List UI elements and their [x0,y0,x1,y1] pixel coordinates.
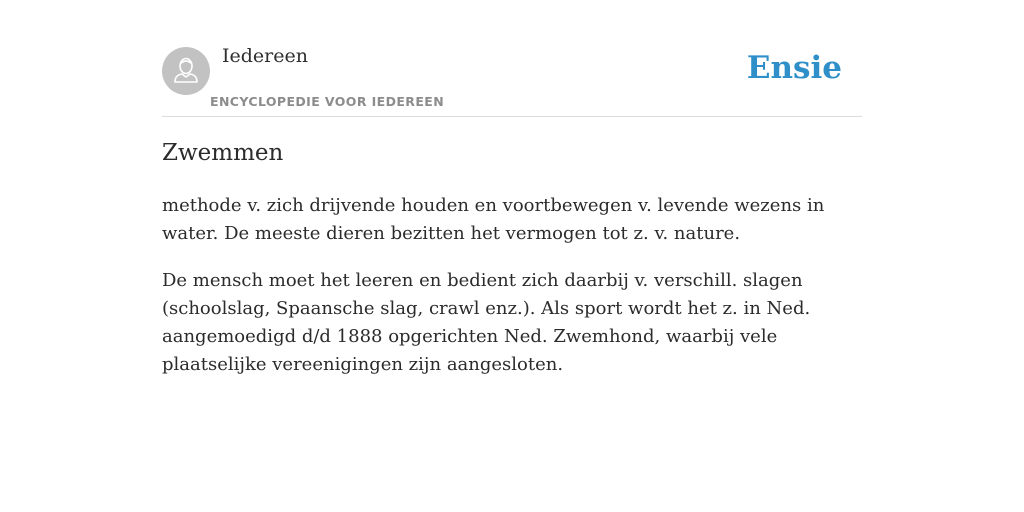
page-container [162,0,862,375]
article-paragraph: methode v. zich drijvende houden en voortbewegen v. levende wezens in water. De meeste dieren bezitten het vermogen tot z. v. nature. [162,195,825,244]
brand-logo[interactable]: Ensie [746,50,842,86]
article-paragraph: De mensch moet het leeren en bedient zich daarbij v. verschill. slagen (schoolslag, Spaansche slag, crawl enz.). Als sport wordt het z. in Ned. aangemoedigd d/d 1888 opgerichten Ned. Zwemhond, waarbij vele plaatselijke vereenigingen zijn aangesloten. [162,270,811,375]
user-icon [162,47,210,95]
author-name[interactable]: Iedereen [222,45,308,67]
tagline: ENCYCLOPEDIE VOOR IEDEREEN [210,94,445,109]
header [162,0,862,117]
article-title: Zwemmen [162,140,284,166]
avatar[interactable] [162,47,210,95]
